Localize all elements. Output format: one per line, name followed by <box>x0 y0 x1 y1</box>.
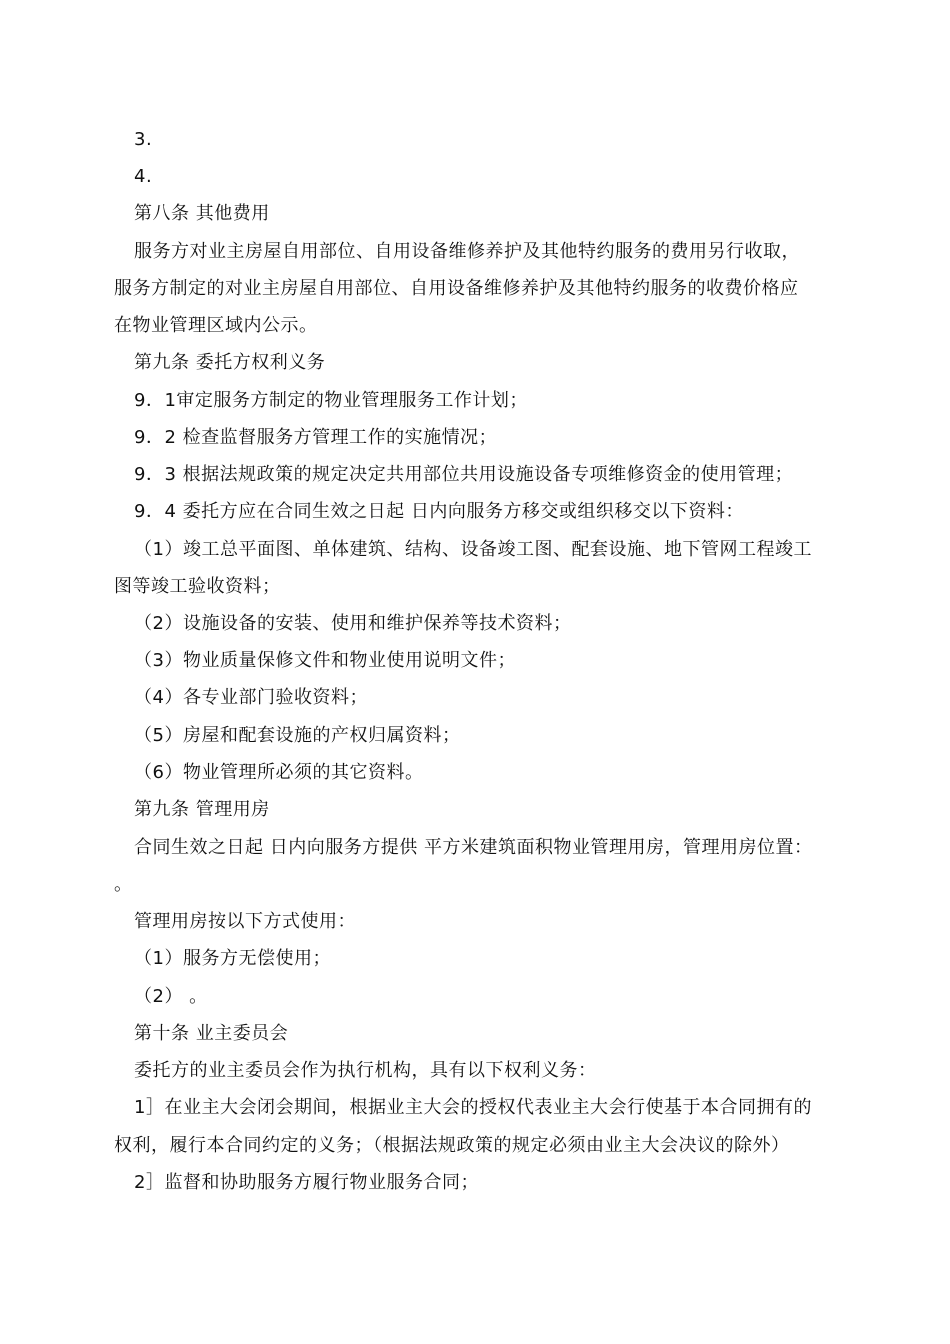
article-10-heading: 第十条 业主委员会 <box>134 1023 289 1044</box>
article-9-heading: 第九条 委托方权利义务 <box>134 352 326 373</box>
list-item: 2］监督和协助服务方履行物业服务合同； <box>134 1172 479 1193</box>
paragraph-line: 合同生效之日起 日内向服务方提供 平方米建筑面积物业管理用房，管理用房位置： <box>134 837 813 858</box>
list-item-4: 4. <box>134 166 153 187</box>
article-heading-management-room: 第九条 管理用房 <box>134 799 270 820</box>
list-item-3: 3. <box>134 129 153 150</box>
list-item: （2） 。 <box>134 986 208 1007</box>
list-item: （6）物业管理所必须的其它资料。 <box>134 762 424 783</box>
list-item: 1］在业主大会闭会期间，根据业主大会的授权代表业主大会行使基于本合同拥有的 <box>134 1097 812 1118</box>
list-item: （2）设施设备的安装、使用和维护保养等技术资料； <box>134 613 572 634</box>
paragraph-line: 服务方对业主房屋自用部位、自用设备维修养护及其他特约服务的费用另行收取， <box>134 241 800 262</box>
list-item: （4）各专业部门验收资料； <box>134 687 368 708</box>
clause-9-2: 9．2 检查监督服务方管理工作的实施情况； <box>134 427 498 448</box>
paragraph-line: 。 <box>114 874 133 895</box>
list-item: （1）服务方无偿使用； <box>134 948 331 969</box>
paragraph-line: 服务方制定的对业主房屋自用部位、自用设备维修养护及其他特约服务的收费价格应 <box>114 278 799 299</box>
clause-9-1: 9．1审定服务方制定的物业管理服务工作计划； <box>134 390 528 411</box>
list-item: （5）房屋和配套设施的产权归属资料； <box>134 725 461 746</box>
list-item-continued: 图等竣工验收资料； <box>114 576 281 597</box>
list-item-continued: 权利，履行本合同约定的义务；（根据法规政策的规定必须由业主大会决议的除外） <box>114 1135 790 1156</box>
clause-9-3: 9．3 根据法规政策的规定决定共用部位共用设施设备专项维修资金的使用管理； <box>134 464 794 485</box>
list-item: （1）竣工总平面图、单体建筑、结构、设备竣工图、配套设施、地下管网工程竣工 <box>134 539 812 560</box>
article-8-heading: 第八条 其他费用 <box>134 203 270 224</box>
list-item: （3）物业质量保修文件和物业使用说明文件； <box>134 650 516 671</box>
paragraph-line: 管理用房按以下方式使用： <box>134 911 356 932</box>
clause-9-4: 9．4 委托方应在合同生效之日起 日内向服务方移交或组织移交以下资料： <box>134 501 744 522</box>
paragraph-line: 委托方的业主委员会作为执行机构，具有以下权利义务： <box>134 1060 597 1081</box>
paragraph-line: 在物业管理区域内公示。 <box>114 315 318 336</box>
